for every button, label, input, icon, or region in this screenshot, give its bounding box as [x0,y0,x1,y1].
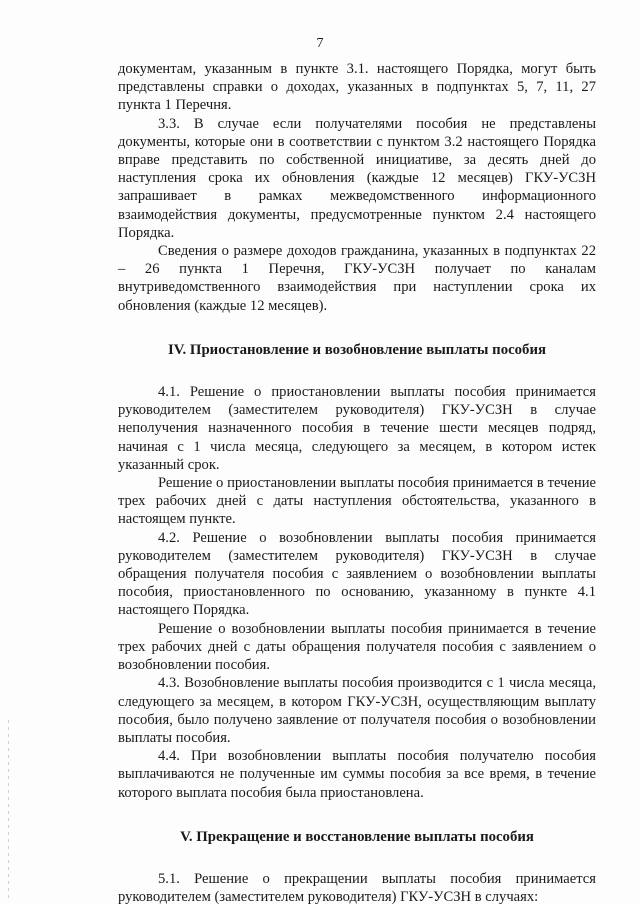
paragraph-4-2: 4.2. Решение о возобновлении выплаты пособия принимается руководителем (заместителем руководителя) ГКУ-УСЗН в случае обращения получателя пособия с заявлением о возобновлении выплаты пособия, приостановленного по основанию, указанному в пункте 4.1 настоящего Порядка. [118,529,596,619]
spacer [118,846,596,870]
paragraph-3-3: 3.3. В случае если получателями пособия не представлены документы, которые они в соответствии с пунктом 3.2 настоящего Порядка вправе представить по собственной инициативе, за десять дней до наступления срока их обновления (каждые 12 месяцев) ГКУ-УСЗН запрашивает в рамках межведомственного информационного взаимодействия документы, предусмотренные пунктом 2.4 настоящего Порядка. [118,115,596,241]
paragraph-4-4: 4.4. При возобновлении выплаты пособия получателю пособия выплачиваются не полученные им суммы пособия за все время, в течение которого выплата пособия была приостановлена. [118,748,596,801]
paragraph-4-3: 4.3. Возобновление выплаты пособия производится с 1 числа месяца, следующего за месяцем, в котором ГКУ-УСЗН, осуществляющим выплату пособия, было получено заявление от получателя пособия о возобновлении выплаты пособия. [118,675,596,746]
page-number: 7 [316,36,324,51]
paragraph-income-info: Сведения о размере доходов гражданина, указанных в подпунктах 22 – 26 пункта 1 Перечня, ГКУ-УСЗН получает по каналам внутриведомственного взаимодействия при наступлении срока их обновления (каждые 12 месяцев). [118,243,596,314]
section-heading-v: V. Прекращение и восстановление выплаты пособия [180,828,534,845]
paragraph-4-2-decision: Решение о возобновлении выплаты пособия принимается в течение трех рабочих дней с даты обращения получателя пособия с заявлением о возобновлении пособия. [118,620,596,674]
paragraph-5-1: 5.1. Решение о прекращении выплаты пособия принимается руководителем (заместителем руководителя) ГКУ-УСЗН в случаях: [118,870,596,906]
document-body [118,60,596,906]
paragraph-4-1: 4.1. Решение о приостановлении выплаты пособия принимается руководителем (заместителем руководителя) ГКУ-УСЗН в случае неполучения назначенного пособия в течение шести месяцев подряд, начиная с 1 числа месяца, следующего за месяцем, в котором истек указанный срок. [118,384,596,473]
section-heading-iv: IV. Приостановление и возобновление выплаты пособия [168,341,546,358]
spacer [118,802,596,828]
scan-edge-mark [8,720,9,900]
paragraph-4-1-decision: Решение о приостановлении выплаты пособия принимается в течение трех рабочих дней с даты наступления обстоятельства, указанного в настоящем пункте. [118,475,596,528]
spacer [118,359,596,383]
spacer [118,315,596,341]
paragraph-continuation: документам, указанным в пункте 3.1. настоящего Порядка, могут быть представлены справки о доходах, указанных в подпунктах 5, 7, 11, 27 пункта 1 Перечня. [118,61,596,114]
